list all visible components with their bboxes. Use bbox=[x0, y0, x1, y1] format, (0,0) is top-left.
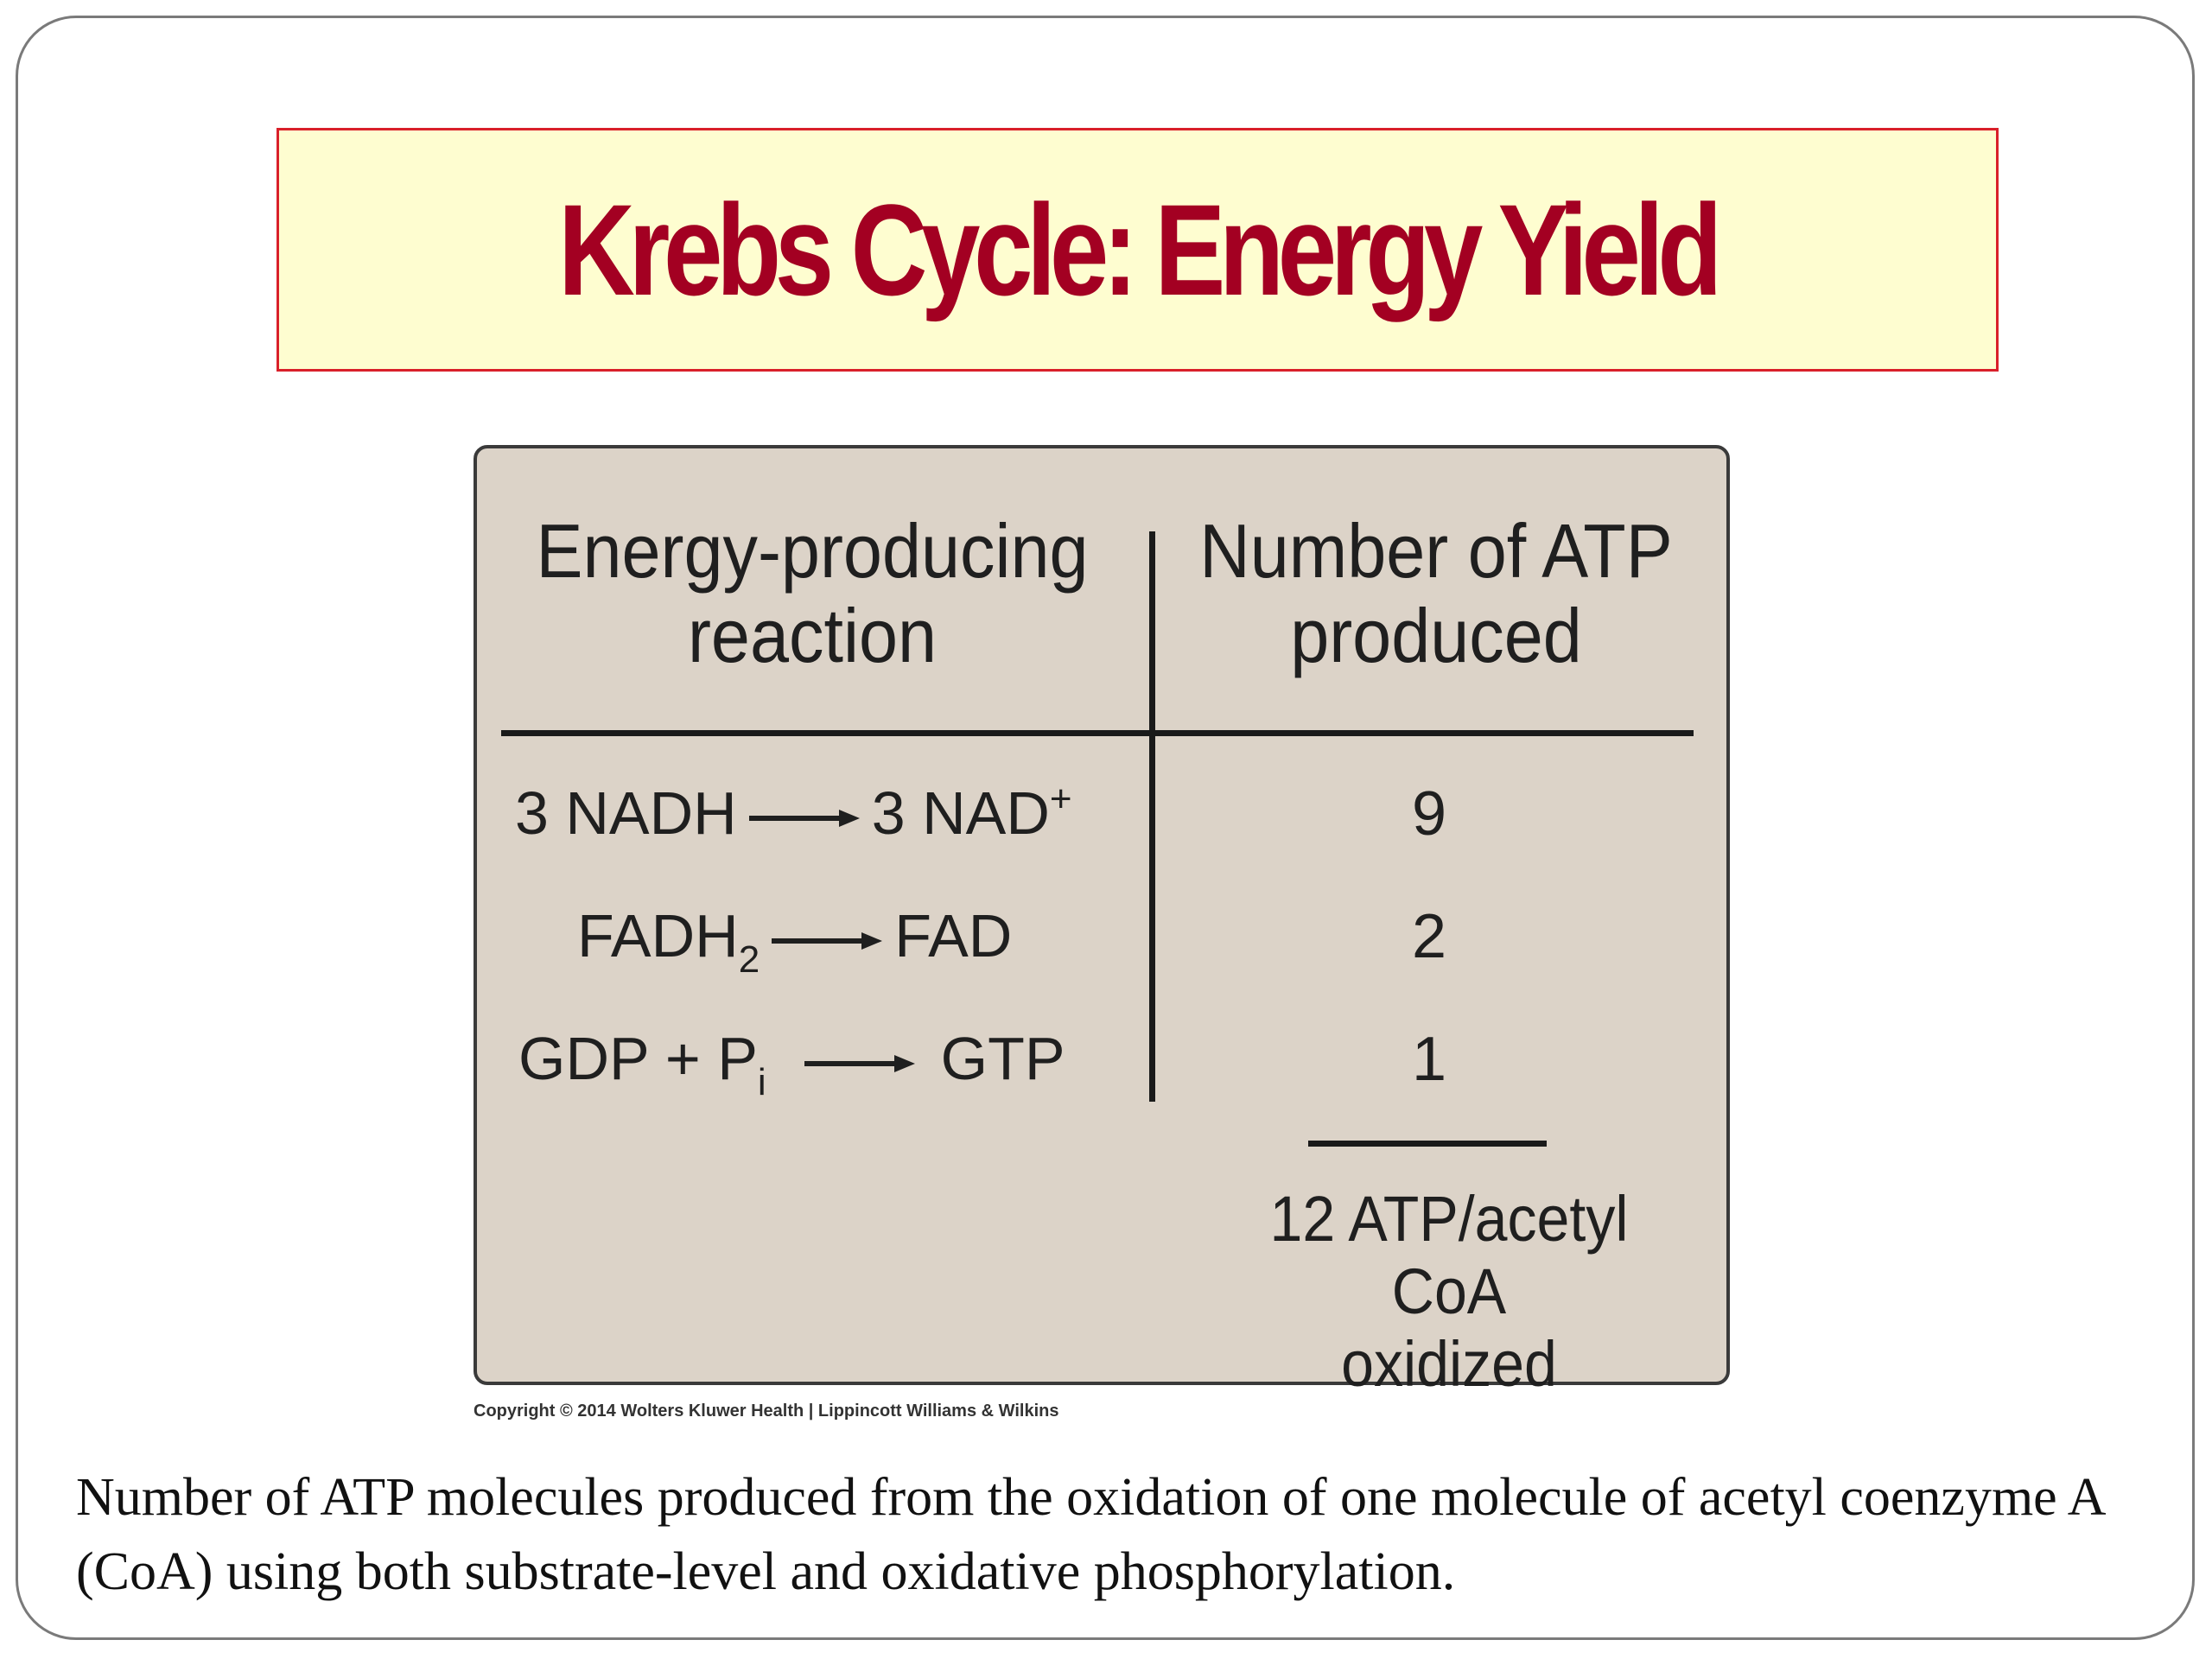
slide-title: Krebs Cycle: Energy Yield bbox=[558, 176, 1717, 322]
energy-yield-table bbox=[474, 445, 1730, 1400]
header-divider bbox=[501, 730, 1694, 736]
product: 3 NAD bbox=[871, 779, 1050, 847]
reactant: GDP + P bbox=[518, 1025, 758, 1092]
atp-value-row-3: 1 bbox=[1411, 1025, 1447, 1094]
title-box bbox=[276, 128, 1999, 372]
header-reaction bbox=[518, 509, 1107, 678]
atp-value-row-1: 9 bbox=[1411, 779, 1447, 849]
total-line1: 12 ATP/acetyl CoA bbox=[1269, 1183, 1629, 1327]
product-superscript: + bbox=[1049, 778, 1072, 820]
reaction-row-2 bbox=[577, 901, 1013, 981]
reactant-subscript: i bbox=[757, 1061, 766, 1103]
reactant: 3 NADH bbox=[515, 779, 737, 847]
header-reaction-line1: Energy-producing bbox=[536, 508, 1089, 594]
reactant: FADH bbox=[577, 902, 739, 969]
copyright-notice: Copyright © 2014 Wolters Kluwer Health | Lippincott Williams & Wilkins bbox=[474, 1402, 1059, 1421]
right-arrow-icon bbox=[749, 810, 860, 827]
right-arrow-icon bbox=[772, 932, 882, 950]
header-atp-line1: Number of ATP bbox=[1199, 508, 1673, 594]
header-reaction-line2: reaction bbox=[687, 593, 938, 678]
column-divider bbox=[1149, 531, 1155, 1102]
reaction-row-1 bbox=[515, 779, 1072, 848]
atp-value-row-2: 2 bbox=[1411, 902, 1447, 971]
product: FAD bbox=[894, 902, 1013, 969]
header-atp-line2: produced bbox=[1290, 593, 1582, 678]
product: GTP bbox=[940, 1025, 1065, 1092]
sum-rule bbox=[1308, 1141, 1547, 1147]
reaction-row-3 bbox=[518, 1024, 1065, 1103]
total-line2: oxidized bbox=[1341, 1328, 1557, 1400]
total-atp bbox=[1206, 1183, 1691, 1401]
slide-caption: Number of ATP molecules produced from the oxidation of one molecule of acetyl coenzyme A (CoA) using both substrate-level and oxidative phosphorylation. bbox=[76, 1468, 2104, 1601]
reactant-subscript: 2 bbox=[738, 938, 760, 981]
header-atp bbox=[1190, 509, 1682, 678]
right-arrow-icon bbox=[804, 1055, 915, 1072]
